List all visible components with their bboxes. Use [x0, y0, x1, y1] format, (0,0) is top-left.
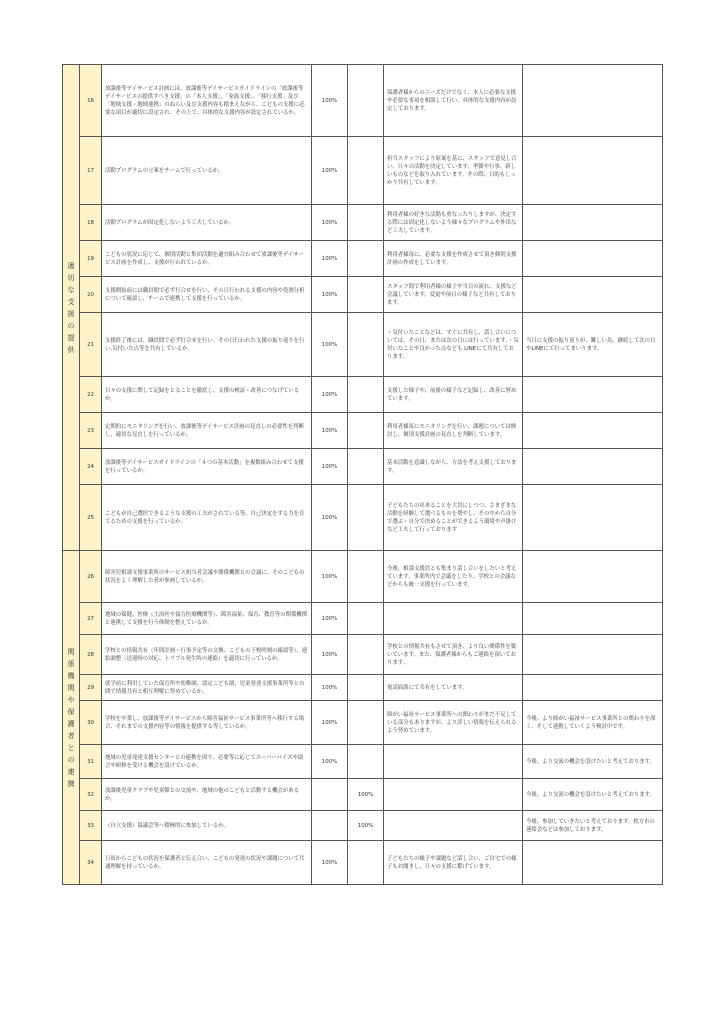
question-text: 学校を卒業し、放課後等デイサービスから障害福祉サービス事業所等へ移行する場合、それまでの支援内容等の情報を提供する等しているか。	[102, 701, 312, 745]
table-body	[63, 65, 663, 885]
improvement-notes	[523, 449, 663, 485]
no-percentage	[348, 603, 384, 635]
item-number: 31	[80, 745, 102, 779]
question-text: 活動プログラムが固定化しないよう工夫しているか。	[102, 205, 312, 241]
question-text: （自立支援）協議会等へ積極的に参加しているか。	[102, 811, 312, 841]
no-percentage	[348, 675, 384, 701]
question-text: 支援終了後には、職員間で必ず打合せを行い、その日行われた支援の振り返りを行い,気付いた点等を共有しているか。	[102, 313, 312, 377]
question-text: こどもの状況に応じて、個別活動と集団活動を適宜組み合わせて放課後等デイサービス計画を作成し、支援が行われているか。	[102, 241, 312, 277]
yes-percentage: 100%	[312, 745, 348, 779]
yes-percentage: 100%	[312, 701, 348, 745]
improvement-notes	[523, 137, 663, 205]
improvement-notes: 今後、参加していきたいと考えております。枚方市の連絡会などは参加しております。	[523, 811, 663, 841]
no-percentage: 100%	[348, 779, 384, 811]
no-percentage	[348, 701, 384, 745]
yes-percentage: 100%	[312, 841, 348, 885]
improvement-notes	[523, 635, 663, 675]
status-notes: ・気付いたことなどは、すぐに共有し、話し合いについては、その日、または次の日には行っています。・気付いたことや良かった点なども LINEにて共有しております。	[384, 313, 523, 377]
yes-percentage: 100%	[312, 313, 348, 377]
no-percentage	[348, 449, 384, 485]
item-number: 24	[80, 449, 102, 485]
item-number: 19	[80, 241, 102, 277]
improvement-notes	[523, 377, 663, 413]
status-notes: 保護者様からのニーズだけでなく、本人に必要な支援や必要な事項を相談して行い、具体的な支援内容が設定しております。	[384, 65, 523, 137]
yes-percentage: 100%	[312, 65, 348, 137]
no-percentage	[348, 841, 384, 885]
status-notes	[384, 811, 523, 841]
table-row	[63, 377, 663, 413]
improvement-notes	[523, 413, 663, 449]
no-percentage	[348, 241, 384, 277]
no-percentage	[348, 277, 384, 313]
no-percentage	[348, 551, 384, 603]
question-text: 活動プログラムの立案をチームで行っているか。	[102, 137, 312, 205]
table-row	[63, 65, 663, 137]
item-number: 26	[80, 551, 102, 603]
improvement-notes: 当日に支援の振り返りが、難しい為、継続して次の日やLINEにて行ってまいります。	[523, 313, 663, 377]
item-number: 16	[80, 65, 102, 137]
item-number: 20	[80, 277, 102, 313]
no-percentage	[348, 377, 384, 413]
status-notes	[384, 779, 523, 811]
category-label: 関係機関や保護者との連携	[67, 647, 75, 788]
question-text: 放課後等デイサービス計画には、放課後等デイサービスガイドラインの「放課後等デイサービスの提供すべき支援」の「本人支援」、「家族支援」、「移行支援」及び「地域支援・地域連携」のねらい及び支援内容も踏まえながら、こどもの支援に必要な項目が適切に設定され、その上で、具体的な支援内容が設定されているか。	[102, 65, 312, 137]
no-percentage	[348, 745, 384, 779]
improvement-notes	[523, 603, 663, 635]
item-number: 17	[80, 137, 102, 205]
table-row	[63, 413, 663, 449]
improvement-notes: 今後、より障がい福祉サービス事業所との関わりを深く、そして連携していくよう検討中です。	[523, 701, 663, 745]
yes-percentage: 100%	[312, 551, 348, 603]
item-number: 21	[80, 313, 102, 377]
no-percentage: 100%	[348, 811, 384, 841]
status-notes	[384, 603, 523, 635]
yes-percentage: 100%	[312, 449, 348, 485]
item-number: 33	[80, 811, 102, 841]
yes-percentage: 100%	[312, 485, 348, 551]
table-row	[63, 313, 663, 377]
table-row	[63, 551, 663, 603]
table-row	[63, 841, 663, 885]
evaluation-table	[62, 64, 663, 885]
category-cell	[63, 551, 80, 885]
improvement-notes	[523, 675, 663, 701]
question-text: 日頃からこどもの状況を保護者と伝え合い、こどもの発達の状況や課題について共通理解を持っているか。	[102, 841, 312, 885]
item-number: 18	[80, 205, 102, 241]
item-number: 34	[80, 841, 102, 885]
improvement-notes: 今後、より交流の機会を設けたいと考えております。	[523, 745, 663, 779]
table-row	[63, 701, 663, 745]
table-row	[63, 811, 663, 841]
yes-percentage: 100%	[312, 635, 348, 675]
question-text: 放課後児童クラブや児童館との交流や、地域の他のこどもと活動する機会があるか。	[102, 779, 312, 811]
improvement-notes	[523, 241, 663, 277]
question-text: こどもが自己選択できるような支援の工夫がされている等、自己決定をする力を育てるための支援を行っているか。	[102, 485, 312, 551]
no-percentage	[348, 635, 384, 675]
no-percentage	[348, 413, 384, 449]
question-text: 学校との情報共有（年間計画・行事予定等の交換、こどもの下校時刻の確認等）、連絡調整（送迎時の対応、トラブル発生時の連絡）を適切に行っているか。	[102, 635, 312, 675]
yes-percentage: 100%	[312, 413, 348, 449]
status-notes: 基本活動を意識しながら、方法を考え支援しております。	[384, 449, 523, 485]
yes-percentage: 100%	[312, 205, 348, 241]
table-row	[63, 205, 663, 241]
status-notes: 利用者様毎にモニタリングを行い、課題については検討し、個別支援計画の見直しを判断しています。	[384, 413, 523, 449]
category-cell	[63, 65, 80, 551]
item-number: 29	[80, 675, 102, 701]
improvement-notes	[523, 277, 663, 313]
status-notes: 支援した様子や、前後の様子など記録し、改善に努めています。	[384, 377, 523, 413]
improvement-notes	[523, 551, 663, 603]
item-number: 22	[80, 377, 102, 413]
status-notes: 利用者様毎に、必要な支援を作成させて頂き個別支援計画の作成をしています。	[384, 241, 523, 277]
status-notes: 子どもたちの出来ることを大切にしつつ、さまざまな活動を経験して選べるものを増やし、その中から自分で選ぶ・自分で決めることができるよう環境や声掛けなど工夫して行っております	[384, 485, 523, 551]
improvement-notes	[523, 485, 663, 551]
item-number: 28	[80, 635, 102, 675]
no-percentage	[348, 313, 384, 377]
table-row	[63, 779, 663, 811]
yes-percentage: 100%	[312, 277, 348, 313]
yes-percentage	[312, 779, 348, 811]
question-text: 日々の支援に関して記録をとることを徹底し、支援の検証・改善につなげているか。	[102, 377, 312, 413]
category-label: 適切な支援の提供	[67, 261, 75, 354]
status-notes: 学校との情報共有もさせて頂き、より良い関係性を築いています。また、保護者様からもご連絡を頂いております。	[384, 635, 523, 675]
item-number: 30	[80, 701, 102, 745]
item-number: 32	[80, 779, 102, 811]
item-number: 27	[80, 603, 102, 635]
table-row	[63, 137, 663, 205]
yes-percentage	[312, 811, 348, 841]
status-notes: 今後、相談支援員とも集まり話し合いをしたいと考えています。事業所内で会議をしたり、学校との会議などからも統一支援を行っています。	[384, 551, 523, 603]
question-text: 放課後等デイサービスガイドラインの「４つの基本活動」を複数組み合わせて支援を行っているか。	[102, 449, 312, 485]
question-text: 就学前に利用していた保育所や幼稚園、認定こども園、児童発達支援事業所等との間で情報共有と相互理解に努めているか。	[102, 675, 312, 701]
no-percentage	[348, 137, 384, 205]
table-row	[63, 745, 663, 779]
table-row	[63, 675, 663, 701]
status-notes: 利用者様の好きな活動も重なったりしますが、決定する際には固定化しないよう様々なプログラムや外出など工夫しています。	[384, 205, 523, 241]
table-row	[63, 277, 663, 313]
question-text: 障害児相談支援事業所のサービス担当者会議や関係機関との会議に、そのこどもの状況をよく理解した者が参画しているか。	[102, 551, 312, 603]
question-text: 地域の児童発達支援センターとの連携を図り、必要等に応じてスーパーバイズや助言や研修を受ける機会を設けているか。	[102, 745, 312, 779]
yes-percentage: 100%	[312, 241, 348, 277]
yes-percentage: 100%	[312, 603, 348, 635]
status-notes: スタッフ間で利用者様の様子や当日の流れ、支援など会議しています。変更や前日の様子など共有しております。	[384, 277, 523, 313]
table-row	[63, 485, 663, 551]
table-row	[63, 241, 663, 277]
status-notes: 担当スタッフにより原案を基に、スタッフで意見し合い、日々の活動を決定しています。季節や行事、新しいものなどを取り入れています。その際、目的もしっかり共有しています。	[384, 137, 523, 205]
improvement-notes	[523, 841, 663, 885]
question-text: 地域の保健、医療（主治医や協力医療機関等）、障害福祉、保育、教育等の関係機関と連携して支援を行う体制を整えているか。	[102, 603, 312, 635]
no-percentage	[348, 205, 384, 241]
table-row	[63, 603, 663, 635]
yes-percentage: 100%	[312, 675, 348, 701]
improvement-notes	[523, 205, 663, 241]
status-notes	[384, 745, 523, 779]
table-row	[63, 449, 663, 485]
question-text: 支援開始前には職員間で必ず打合せを行い、その日行われる支援の内容や役割分担について確認し、チームで連携して支援を行っているか。	[102, 277, 312, 313]
table-row	[63, 635, 663, 675]
status-notes: 障がい福祉サービス事業所への関わりがまだ不足している部分もありますが、より詳しい情報を伝えられるよう努めています。	[384, 701, 523, 745]
question-text: 定期的にモニタリングを行い、放課後等デイサービス計画の見直しの必要性を判断し、適切な見直しを行っているか。	[102, 413, 312, 449]
yes-percentage: 100%	[312, 377, 348, 413]
improvement-notes: 今後、より交流の機会を設けたいと考えております。	[523, 779, 663, 811]
no-percentage	[348, 485, 384, 551]
improvement-notes	[523, 65, 663, 137]
item-number: 23	[80, 413, 102, 449]
no-percentage	[348, 65, 384, 137]
status-notes: 電話面談にて共有をしています。	[384, 675, 523, 701]
status-notes: 子どもたちの様子や課題など話し合い、ご自宅での様子もお聞きし、日々の支援に繋げています。	[384, 841, 523, 885]
yes-percentage: 100%	[312, 137, 348, 205]
item-number: 25	[80, 485, 102, 551]
